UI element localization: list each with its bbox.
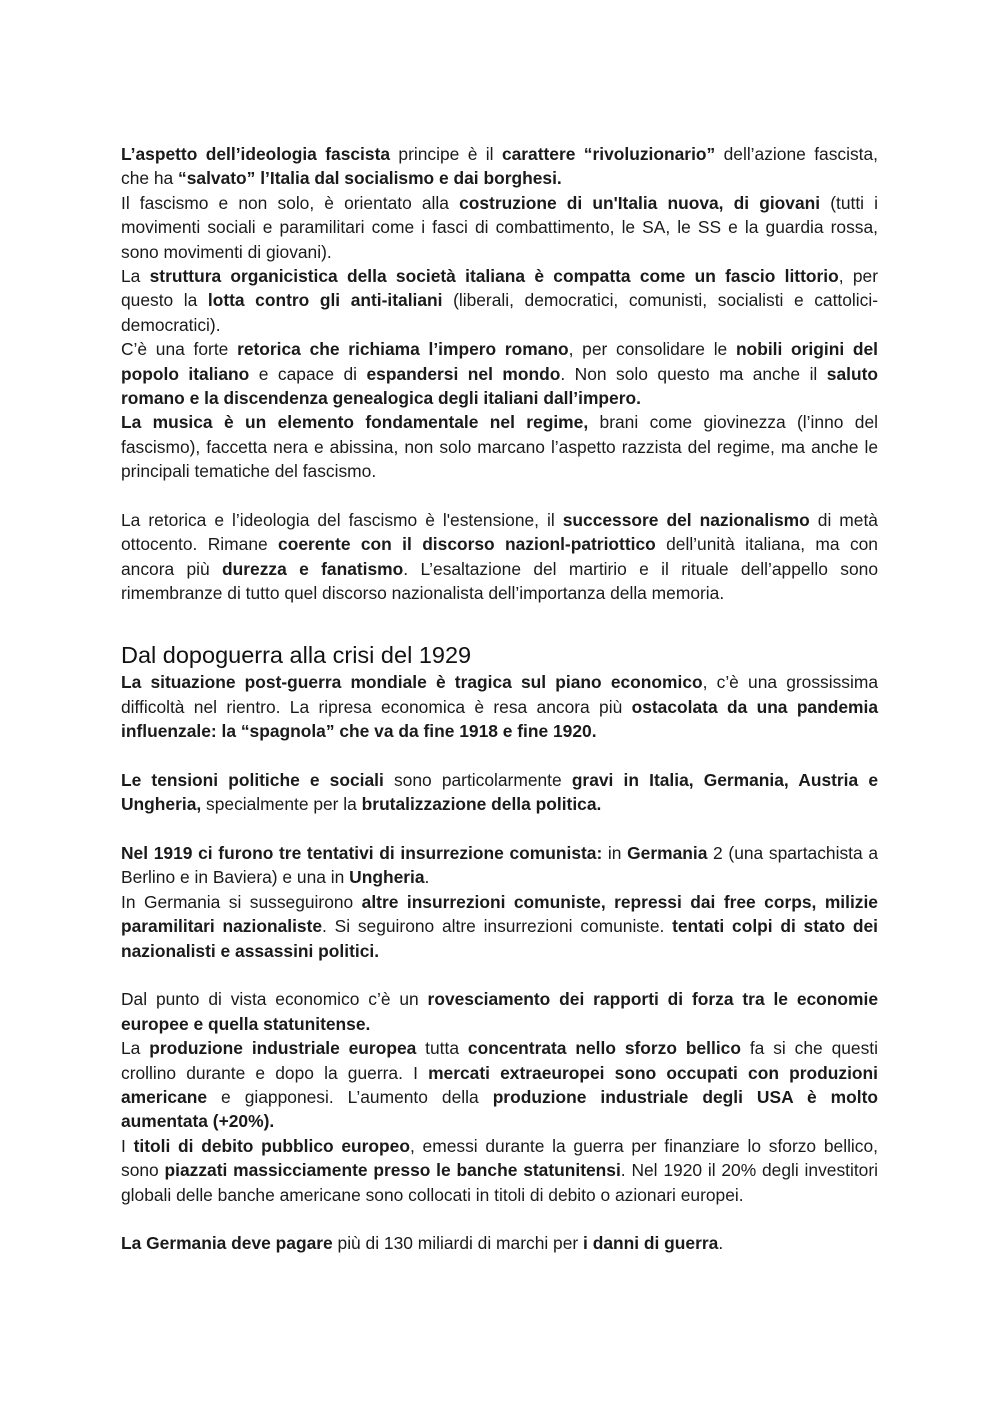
bold-text: durezza e fanatismo: [222, 558, 404, 579]
bold-text: produzione industriale europea: [149, 1038, 417, 1059]
text: principe è il: [390, 144, 502, 164]
bold-text: “salvato” l’Italia dal socialismo e dai borghesi.: [178, 168, 562, 189]
bold-text: ostacolata da una pandemia influenzale: la “spagnola” che va da fine 1918 e fine 1920.: [121, 696, 878, 741]
bold-text: saluto romano e la discendenza genealogica degli italiani dall’impero.: [121, 363, 878, 409]
bold-text: successore del nazionalismo: [562, 510, 810, 531]
paragraph: [121, 508, 878, 606]
text: dell’azione fascista, che ha: [121, 144, 878, 189]
bold-text: carattere “rivoluzionario”: [501, 144, 716, 164]
bold-text: coerente con il discorso nazionl-patriottico: [278, 534, 656, 555]
text: Dal punto di vista economico c’è un: [121, 989, 428, 1010]
paragraph: [121, 264, 878, 337]
bold-text: i danni di guerra: [583, 1233, 719, 1254]
text: brani come giovinezza (l’inno del fascismo), faccetta nera e abissina, non solo marcano l’aspetto razzista del regime, ma anche le principali tematiche del fascismo.: [121, 412, 878, 482]
text: (tutti i movimenti sociali e paramilitari come i fasci di combattimento, le SA, le SS e la guardia rossa, sono movimenti di giovani).: [121, 192, 878, 262]
bold-text: La musica è un elemento fondamentale nel regime,: [121, 412, 589, 433]
bold-text: tentati colpi di stato dei nazionalisti e assassini politici.: [121, 916, 878, 961]
text: specialmente per la: [201, 794, 362, 815]
text: dell’unità italiana, ma con ancora più: [121, 534, 878, 579]
text: , per consolidare le: [568, 339, 736, 360]
paragraph: [121, 841, 878, 890]
text: .: [718, 1233, 724, 1254]
text: di metà ottocento. Rimane: [121, 510, 878, 555]
text: tutta: [416, 1038, 468, 1059]
text: C’è una forte: [121, 339, 238, 360]
paragraph: [121, 410, 878, 483]
bold-text: brutalizzazione della politica.: [361, 794, 602, 815]
bold-text: rovesciamento dei rapporti di forza tra le economie europee e quella statunitense.: [121, 989, 878, 1034]
text: . L’esaltazione del martirio e il rituale dell’appello sono rimembranze di tutto quel discorso nazionalista dell’importanza della memoria.: [121, 558, 878, 604]
bold-text: La Germania deve pagare: [121, 1233, 333, 1254]
bold-text: L’aspetto dell’ideologia fascista: [121, 144, 391, 164]
blank-line: [121, 743, 878, 767]
text: , emessi durante la guerra per finanziare lo sforzo bellico, sono: [121, 1135, 878, 1181]
text: La retorica e l’ideologia del fascismo è l'estensione, il: [121, 510, 563, 531]
blank-line: [121, 817, 878, 841]
bold-text: Germania: [627, 842, 708, 863]
bold-text: produzione industriale degli USA è molto aumentata (+20%).: [121, 1086, 878, 1132]
bold-text: piazzati massicciamente presso le banche statunitensi: [164, 1160, 621, 1181]
text: sono particolarmente: [383, 769, 572, 790]
blank-line: [121, 963, 878, 987]
paragraph: [121, 890, 878, 963]
bold-text: lotta contro gli anti-italiani: [207, 290, 443, 311]
paragraph: [121, 142, 878, 191]
document-page: [121, 142, 878, 1256]
bold-text: retorica che richiama l’impero romano: [237, 339, 569, 360]
section-heading: Dal dopoguerra alla crisi del 1929: [121, 642, 472, 669]
bold-text: mercati extraeuropei sono occupati con produzioni americane: [121, 1062, 878, 1107]
bold-text: costruzione di un'Italia nuova, di giovani: [459, 192, 821, 213]
paragraph: [121, 1231, 878, 1255]
paragraph: [121, 1134, 878, 1207]
text: .: [424, 867, 430, 888]
text: più di 130 miliardi di marchi per: [332, 1233, 584, 1254]
paragraph: [121, 337, 878, 410]
blank-line: [121, 1207, 878, 1231]
paragraph: [121, 191, 878, 264]
bold-text: Le tensioni politiche e sociali: [121, 769, 384, 790]
bold-text: Nel 1919 ci furono tre tentativi di insurrezione comunista:: [121, 842, 603, 863]
bold-text: altre insurrezioni comuniste, repressi dai free corps, milizie paramilitari nazionaliste: [121, 891, 878, 937]
bold-text: struttura organicistica della società italiana è compatta come un fascio littorio: [149, 266, 839, 287]
text: (liberali, democratici, comunisti, socialisti e cattolici-democratici).: [121, 290, 878, 335]
bold-text: concentrata nello sforzo bellico: [467, 1038, 741, 1059]
text: La: [121, 266, 150, 287]
bold-text: Ungheria: [349, 867, 425, 888]
text: e capace di: [249, 363, 367, 384]
paragraph: [121, 768, 878, 817]
text: La: [121, 1038, 150, 1059]
text: fa si che questi crollino durante e dopo la guerra. I: [121, 1038, 878, 1083]
text: e giapponesi. L’aumento della: [207, 1086, 493, 1107]
bold-text: gravi in Italia, Germania, Austria e Ungheria,: [121, 769, 878, 815]
bold-text: espandersi nel mondo: [366, 363, 561, 384]
paragraph: [121, 1036, 878, 1134]
text: in: [602, 842, 628, 863]
text: Il fascismo e non solo, è orientato alla: [121, 192, 460, 213]
blank-line: [121, 606, 878, 630]
text: 2 (una spartachista a Berlino e in Baviera) e una in: [121, 842, 878, 888]
bold-text: titoli di debito pubblico europeo: [133, 1135, 410, 1156]
text: , per questo la: [121, 266, 878, 311]
text: , c’è una grossissima difficoltà nel rientro. La ripresa economica è resa ancora più: [121, 672, 879, 717]
text: I: [121, 1135, 134, 1156]
text: . Si seguirono altre insurrezioni comuniste.: [322, 916, 673, 937]
blank-line: [121, 484, 878, 508]
bold-text: nobili origini del popolo italiano: [121, 339, 879, 384]
paragraph: [121, 987, 878, 1036]
text: In Germania si susseguirono: [121, 891, 362, 912]
paragraph: [121, 670, 878, 743]
text: . Nel 1920 il 20% degli investitori globali delle banche americane sono collocati in titoli di debito o azionari europei.: [121, 1160, 879, 1205]
bold-text: La situazione post-guerra mondiale è tragica sul piano economico: [121, 672, 703, 693]
text: . Non solo questo ma anche il: [560, 363, 827, 384]
